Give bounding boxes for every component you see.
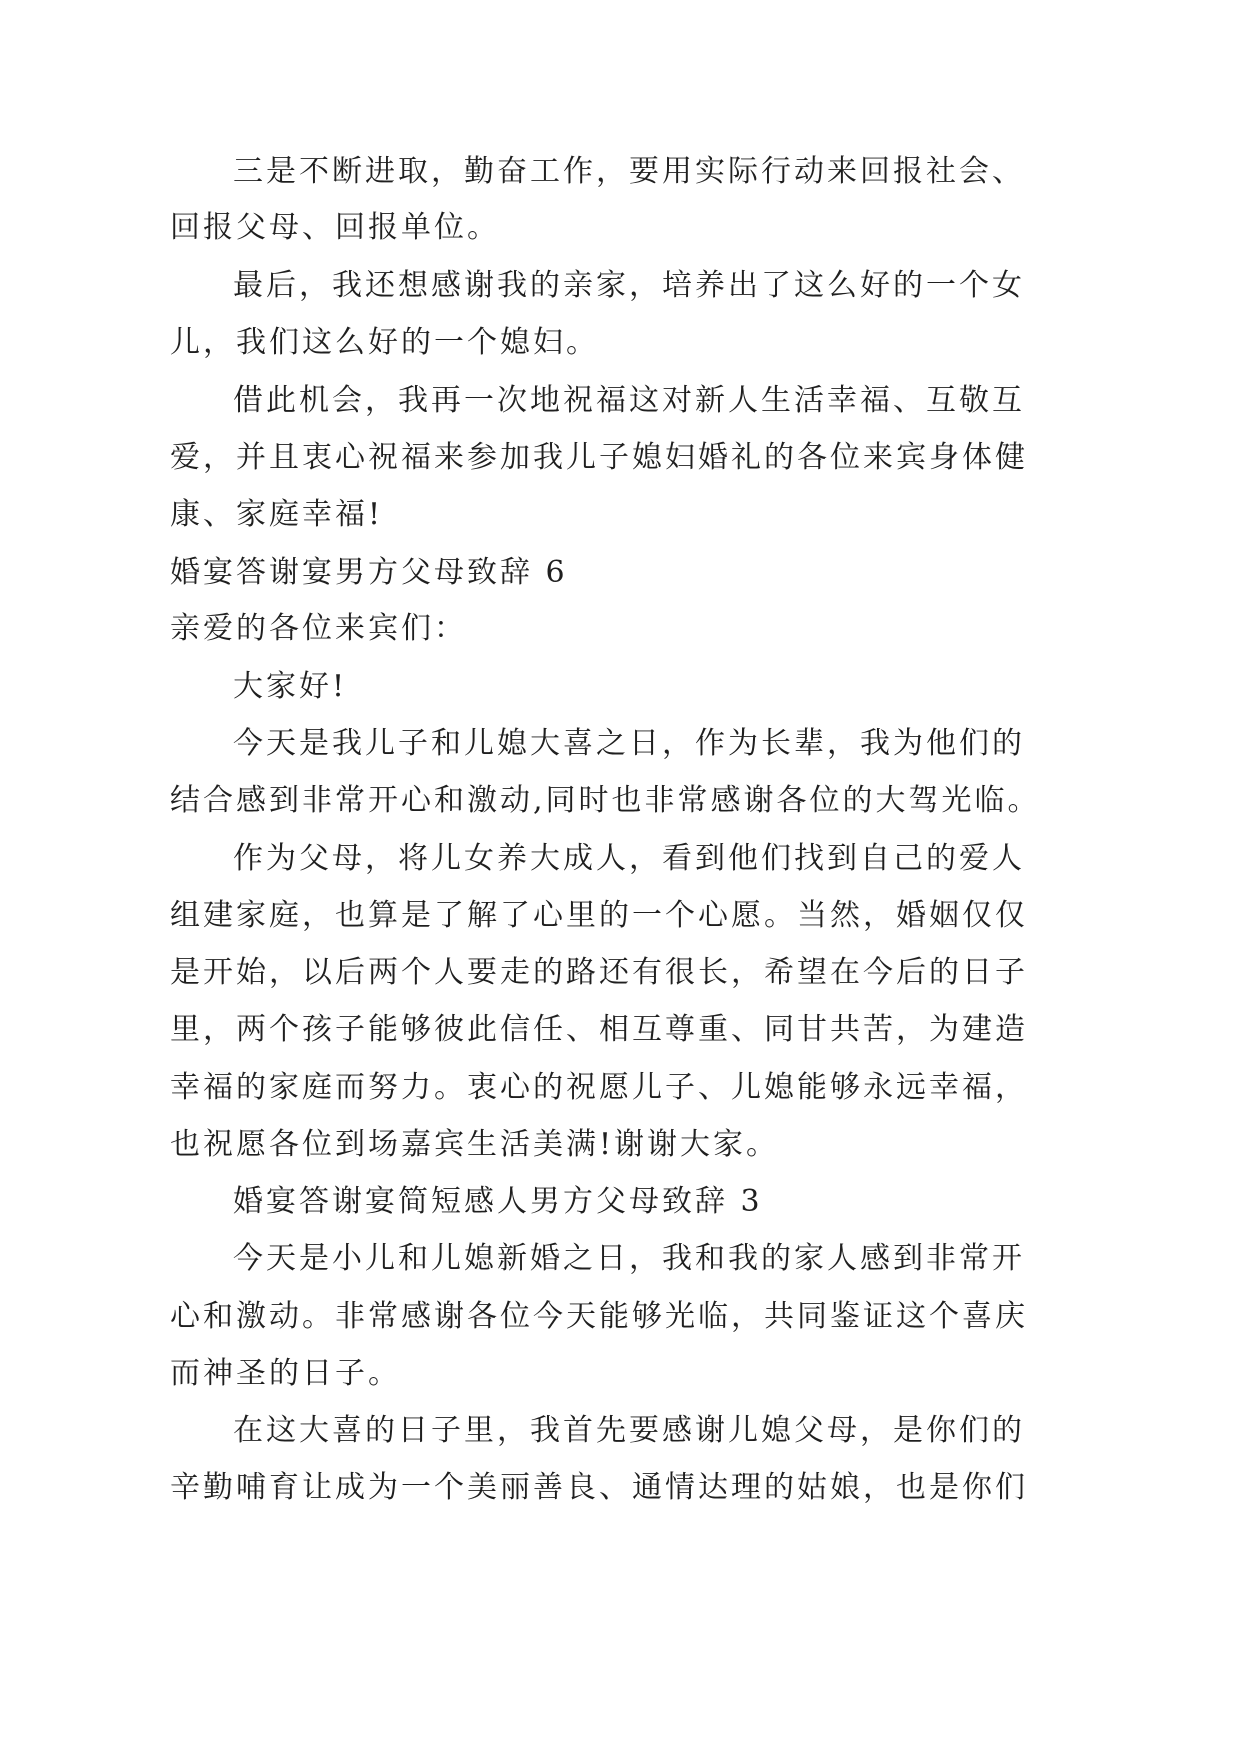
paragraph-line: 今天是小儿和儿媳新婚之日，我和我的家人感到非常开 [233,1241,1025,1276]
paragraph-line: 幸福的家庭而努力。衷心的祝愿儿子、儿媳能够永远幸福， [170,1070,1028,1105]
paragraph-line: 作为父母，将儿女养大成人，看到他们找到自己的爱人 [233,841,1025,876]
paragraph-line: 也祝愿各位到场嘉宾生活美满!谢谢大家。 [170,1127,780,1162]
paragraph-line: 结合感到非常开心和激动,同时也非常感谢各位的大驾光临。 [170,783,1041,818]
paragraph-line: 康、家庭幸福! [170,497,384,532]
paragraph-line: 最后，我还想感谢我的亲家，培养出了这么好的一个女 [233,268,1025,303]
paragraph-line: 今天是我儿子和儿媳大喜之日，作为长辈，我为他们的 [233,726,1025,761]
paragraph-line: 大家好! [233,669,348,704]
paragraph-line: 里，两个孩子能够彼此信任、相互尊重、同甘共苦，为建造 [170,1012,1028,1047]
section-heading: 婚宴答谢宴男方父母致辞 6 [170,555,568,590]
paragraph-line: 辛勤哺育让成为一个美丽善良、通情达理的姑娘，也是你们 [170,1470,1028,1505]
salutation: 亲爱的各位来宾们： [170,611,467,646]
paragraph-line: 三是不断进取，勤奋工作，要用实际行动来回报社会、 [233,154,1025,189]
paragraph-line: 在这大喜的日子里，我首先要感谢儿媳父母，是你们的 [233,1413,1025,1448]
paragraph-line: 而神圣的日子。 [170,1356,401,1391]
paragraph-line: 借此机会，我再一次地祝福这对新人生活幸福、互敬互 [233,383,1025,418]
section-heading: 婚宴答谢宴简短感人男方父母致辞 3 [233,1184,763,1219]
paragraph-line: 回报父母、回报单位。 [170,210,500,245]
paragraph-line: 儿，我们这么好的一个媳妇。 [170,325,599,360]
paragraph-line: 爱，并且衷心祝福来参加我儿子媳妇婚礼的各位来宾身体健 [170,440,1028,475]
paragraph-line: 是开始，以后两个人要走的路还有很长，希望在今后的日子 [170,955,1028,990]
paragraph-line: 心和激动。非常感谢各位今天能够光临，共同鉴证这个喜庆 [170,1299,1028,1334]
paragraph-line: 组建家庭，也算是了解了心里的一个心愿。当然，婚姻仅仅 [170,898,1028,933]
